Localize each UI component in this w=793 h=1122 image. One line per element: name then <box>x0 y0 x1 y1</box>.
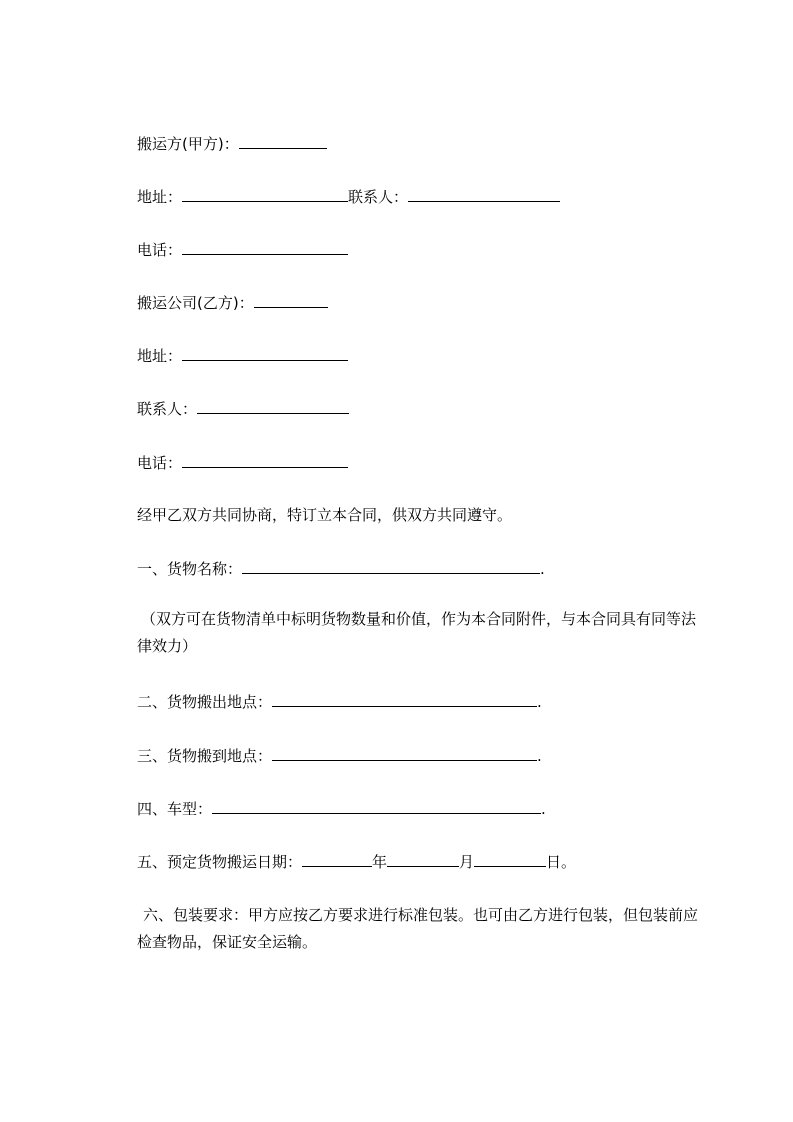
party-b-contact-blank[interactable] <box>197 398 349 414</box>
clause-4-blank[interactable] <box>212 798 541 814</box>
intro-line <box>137 505 512 525</box>
party-b-phone-label: 电话： <box>137 454 183 472</box>
clause-2-end: . <box>537 693 542 711</box>
note-paragraph: （双方可在货物清单中标明货物数量和价值，作为本合同附件，与本合同具有同等法律效力） <box>137 610 697 655</box>
party-b-address-label: 地址： <box>137 347 183 365</box>
clause-1-end: . <box>540 560 545 578</box>
party-a-line <box>137 133 327 153</box>
clause-3-label: 三、货物搬到地点： <box>137 747 273 765</box>
party-b-phone-blank[interactable] <box>182 452 348 468</box>
clause-3-end: . <box>537 747 542 765</box>
party-b-address-line <box>137 345 348 365</box>
party-b-contact-label: 联系人： <box>137 400 198 418</box>
party-b-address-blank[interactable] <box>182 345 348 361</box>
clause-4-line <box>137 798 546 818</box>
clause-2-label: 二、货物搬出地点： <box>137 693 273 711</box>
clause-6-paragraph: 六、包装要求：甲方应按乙方要求进行标准包装。也可由乙方进行包装，但包装前应检查物品，保证安全运输。 <box>137 906 699 951</box>
clause-3-blank[interactable] <box>272 745 537 761</box>
year-label: 年 <box>372 853 388 871</box>
party-b-label: 搬运公司(乙方)： <box>137 294 254 312</box>
year-blank[interactable] <box>302 851 372 867</box>
party-a-blank[interactable] <box>239 133 327 149</box>
clause-2-blank[interactable] <box>272 691 537 707</box>
party-a-phone-blank[interactable] <box>182 239 348 255</box>
day-blank[interactable] <box>474 851 546 867</box>
clause-4-end: . <box>541 800 546 818</box>
party-a-address-label: 地址： <box>137 188 183 206</box>
month-label: 月 <box>459 853 475 871</box>
clause-3-line <box>137 745 542 765</box>
month-blank[interactable] <box>387 851 459 867</box>
party-a-address-blank[interactable] <box>182 186 348 202</box>
party-a-address-line <box>137 186 560 206</box>
party-b-line <box>137 292 328 312</box>
clause-1-blank[interactable] <box>242 558 540 574</box>
clause-2-line <box>137 691 542 711</box>
party-a-phone-line <box>137 239 348 259</box>
party-a-phone-label: 电话： <box>137 241 183 259</box>
party-b-blank[interactable] <box>254 292 328 308</box>
party-a-contact-blank[interactable] <box>408 186 560 202</box>
intro-text: 经甲乙双方共同协商，特订立本合同，供双方共同遵守。 <box>137 506 513 524</box>
clause-4-label: 四、车型： <box>137 800 213 818</box>
party-a-contact-label: 联系人： <box>348 188 409 206</box>
clause-1-line <box>137 558 545 578</box>
clause-5-line <box>137 851 576 871</box>
day-label: 日。 <box>546 853 577 871</box>
party-a-label: 搬运方(甲方)： <box>137 135 239 153</box>
party-b-contact-line <box>137 398 349 418</box>
party-b-phone-line <box>137 452 348 472</box>
clause-1-label: 一、货物名称： <box>137 560 243 578</box>
clause-5-label: 五、预定货物搬运日期： <box>137 853 303 871</box>
